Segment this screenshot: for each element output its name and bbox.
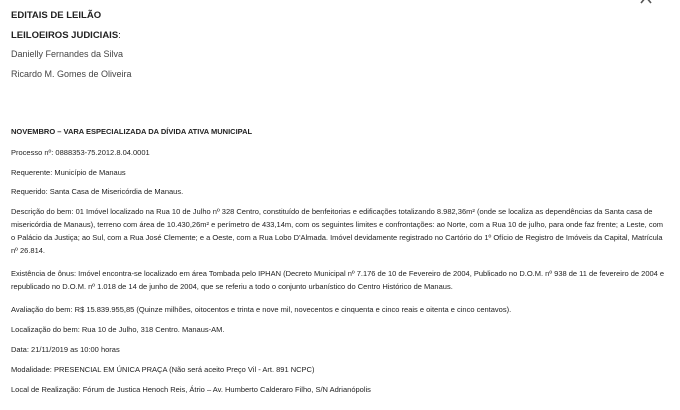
location [11,325,224,334]
encumbrances-label: Existência de ônus: [11,269,77,278]
auctioneers-heading [11,30,121,41]
process-number: Processo nº: 0888353-75.2012.8.04.0001 [11,148,150,157]
description-label: Descrição do bem: [11,207,74,216]
valuation-label: Avaliação do bem: [11,305,73,314]
valuation [11,305,511,314]
valuation-text: R$ 15.839.955,85 (Quinze milhões, oitocentos e trinta e nove mil, novecentos e cinquenta e cinco reais e oitenta e cinco centavos). [72,305,512,314]
modality-text: PRESENCIAL EM ÚNICA PRAÇA (Não será aceito Preço Vil - Art. 891 NCPC) [51,365,315,374]
modality-label: Modalidade: [11,365,52,374]
share-icon[interactable] [640,0,652,4]
page-title: EDITAIS DE LEILÃO [11,10,102,21]
auctioneer-2: Ricardo M. Gomes de Oliveira [11,69,132,79]
auctioneers-colon: : [118,30,121,41]
auctioneer-1: Danielly Fernandes da Silva [11,49,124,59]
auction-date [11,345,120,354]
venue-text: Fórum de Justica Henoch Reis, Átrio – Av. Humberto Calderaro Filho, S/N Adrianópolis [80,385,371,394]
location-text: Rua 10 de Julho, 318 Centro. Manaus-AM. [79,325,225,334]
notice-section: NOVEMBRO – VARA ESPECIALIZADA DA DÍVIDA ATIVA MUNICIPAL [11,127,253,136]
auctioneers-label: LEILOEIROS JUDICIAIS [11,30,119,41]
date-label: Data: [11,345,29,354]
encumbrances [11,268,666,294]
encumbrances-text: Imóvel encontra-se localizado em área Tombada pelo IPHAN (Decreto Municipal nº 7.176 de 10 de Fevereiro de 2004, Publicado no D.O.M. nº 938 de 11 de fevereiro de 2004 e republicado no D.O.M. nº 1.018 de 14 de junho de 2004, que se referiu a todo o conjunto urbanístico do Centro Histórico de Manaus. [11,269,665,291]
plaintiff: Requerente: Município de Manaus [11,168,126,177]
venue-label: Local de Realização: [11,385,81,394]
modality [11,365,314,374]
location-label: Localização do bem: [11,325,80,334]
venue [11,385,371,394]
defendant: Requerido: Santa Casa de Misericórdia de Manaus. [11,187,184,196]
date-text: 21/11/2019 as 10:00 horas [28,345,120,354]
description [11,206,666,258]
description-text: 01 Imóvel localizado na Rua 10 de Julho nº 328 Centro, constituído de benfeitorias e edificações totalizando 8.982,36m² (onde se localiza as dependências da Santa casa de misericórdia de Manaus), terreno com área de 10.430,26m² e perímetro de 433,14m, com os seguintes limites e confrontações: ao Norte, com a Rua 10 de julho, para onde faz frente; a Leste, com o Palácio da Justiça; ao Sul, com a Rua José Clemente; e a Oeste, com a Rua Lobo D'Almada. Imóvel devidamente registrado no Cartório do 1º Ofício de Registro de Imóveis da Capital, Matrícula nº 26.814. [11,207,664,255]
